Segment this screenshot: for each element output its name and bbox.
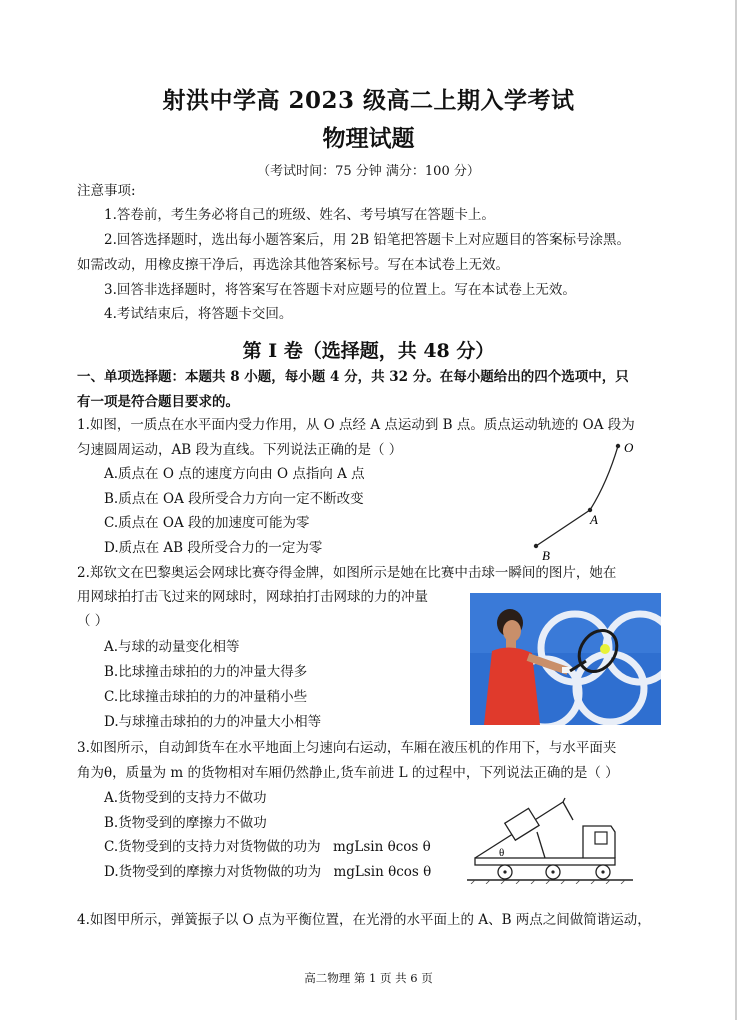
notice-item-4: 4.考试结束后，将答题卡交回。 xyxy=(104,306,293,322)
q2-option-c: C.比球撞击球拍的力的冲量稍小些 xyxy=(104,689,308,705)
q1-option-a: A.质点在 O 点的速度方向由 O 点指向 A 点 xyxy=(104,466,365,482)
q1-stem-a: 1.如图，一质点在水平面内受力作用，从 O 点经 A 点运动到 B 点。质点运动轨迹的 OA 段为 xyxy=(77,417,635,433)
q3-dump-truck-figure xyxy=(465,792,635,884)
q3-theta-label: θ xyxy=(499,847,505,859)
q3-stem-a: 3.如图所示，自动卸货车在水平地面上匀速向右运动，车厢在液压机的作用下，与水平面夹 xyxy=(77,740,617,756)
q4-stem-a: 4.如图甲所示，弹簧振子以 O 点为平衡位置，在光滑的水平面上的 A、B 两点之间做简谐运动， xyxy=(77,912,651,928)
tennis-player-photo xyxy=(470,593,661,725)
q3-option-b: B.货物受到的摩擦力不做功 xyxy=(104,815,267,831)
notice-item-3: 3.回答非选择题时，将答案写在答题卡对应题号的位置上。写在本试卷上无效。 xyxy=(104,282,576,298)
q1-stem-b: 匀速圆周运动，AB 段为直线。下列说法正确的是（ ） xyxy=(77,442,403,458)
q1-option-d: D.质点在 AB 段所受合力的一定为零 xyxy=(104,540,323,556)
section-instructions-a: 一、单项选择题：本题共 8 小题，每小题 4 分，共 32 分。在每小题给出的四个选项中，只 xyxy=(77,369,629,385)
q1-label-o: O xyxy=(624,440,634,455)
q2-stem-b: 用网球拍打击飞过来的网球时，网球拍打击网球的力的冲量 xyxy=(77,589,428,605)
q3-option-c xyxy=(104,838,431,856)
q2-option-a: A.与球的动量变化相等 xyxy=(104,639,240,655)
q1-option-c: C.质点在 OA 段的加速度可能为零 xyxy=(104,515,310,531)
q3-option-d xyxy=(104,863,431,881)
notice-item-2b: 如需改动，用橡皮擦干净后，再选涂其他答案标号。写在本试卷上无效。 xyxy=(77,257,509,273)
q1-label-b: B xyxy=(542,548,550,563)
notice-heading: 注意事项: xyxy=(77,183,136,199)
q3-stem-b: 角为θ，质量为 m 的货物相对车厢仍然静止,货车前进 L 的过程中，下列说法正确的是（ ） xyxy=(77,765,619,781)
section-title: 第 I 卷（选择题，共 48 分） xyxy=(242,340,495,362)
notice-item-1: 1.答卷前，考生务必将自己的班级、姓名、考号填写在答题卡上。 xyxy=(104,207,495,223)
q3-option-a: A.货物受到的支持力不做功 xyxy=(104,790,267,806)
q3-option-d-expr: mgLsin θcos θ xyxy=(333,864,432,880)
q2-stem-a: 2.郑钦文在巴黎奥运会网球比赛夺得金牌，如图所示是她在比赛中击球一瞬间的图片，她在 xyxy=(77,565,617,581)
q3-option-c-text: C.货物受到的支持力对货物做的功为 xyxy=(104,839,321,855)
exam-info: （考试时间：75 分钟 满分：100 分） xyxy=(257,164,480,179)
exam-title: 射洪中学高 2023 级高二上期入学考试 xyxy=(162,87,575,114)
q2-option-d: D.与球撞击球拍的力的冲量大小相等 xyxy=(104,714,322,730)
notice-item-2a: 2.回答选择题时，选出每小题答案后，用 2B 铅笔把答题卡上对应题目的答案标号涂黑。 xyxy=(104,232,630,248)
subject-title: 物理试题 xyxy=(322,125,415,152)
q1-label-a: A xyxy=(590,512,598,527)
q1-trajectory-figure xyxy=(522,438,642,563)
q2-option-b: B.比球撞击球拍的力的冲量大得多 xyxy=(104,664,308,680)
q3-option-c-expr: mgLsin θcos θ xyxy=(332,839,431,855)
section-instructions-b: 有一项是符合题目要求的。 xyxy=(77,394,239,410)
page-footer: 高二物理 第 1 页 共 6 页 xyxy=(304,971,433,985)
q2-stem-c: （ ） xyxy=(77,613,109,629)
q1-option-b: B.质点在 OA 段所受合力方向一定不断改变 xyxy=(104,491,364,507)
q3-option-d-text: D.货物受到的摩擦力对货物做的功为 xyxy=(104,864,322,880)
